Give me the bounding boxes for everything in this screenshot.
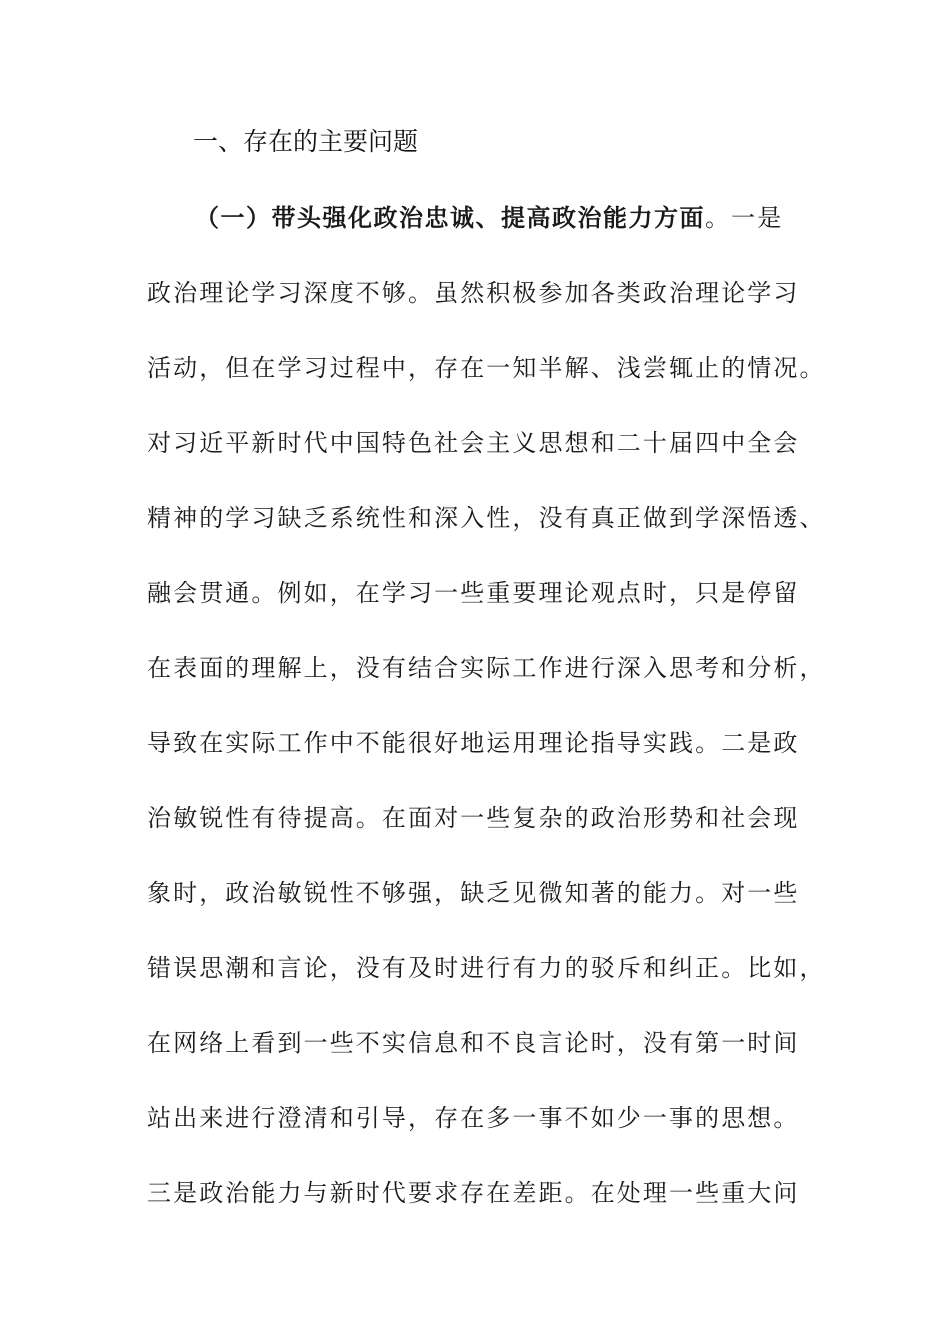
paragraph-first-line xyxy=(195,198,783,238)
text-line: 象时，政治敏锐性不够强，缺乏见微知著的能力。对一些 xyxy=(147,879,800,907)
text-line: 活动，但在学习过程中，存在一知半解、浅尝辄止的情况。 xyxy=(147,354,826,382)
text-line: 政治理论学习深度不够。虽然积极参加各类政治理论学习 xyxy=(147,279,800,307)
text-line: 在表面的理解上，没有结合实际工作进行深入思考和分析， xyxy=(147,654,826,682)
text-line: 站出来进行澄清和引导，存在多一事不如少一事的思想。 xyxy=(147,1104,800,1132)
text-line: 三是政治能力与新时代要求存在差距。在处理一些重大问 xyxy=(147,1179,800,1207)
subsection-title: （一）带头强化政治忠诚、提高政治能力方面 xyxy=(195,204,705,232)
text-line: 对习近平新时代中国特色社会主义思想和二十届四中全会 xyxy=(147,429,800,457)
text-line: 融会贯通。例如，在学习一些重要理论观点时，只是停留 xyxy=(147,579,800,607)
text-line: 在网络上看到一些不实信息和不良言论时，没有第一时间 xyxy=(147,1029,800,1057)
section-heading: 一、存在的主要问题 xyxy=(193,127,419,156)
text-line: 错误思潮和言论，没有及时进行有力的驳斥和纠正。比如， xyxy=(147,954,826,982)
text-line: 精神的学习缺乏系统性和深入性，没有真正做到学深悟透、 xyxy=(147,504,826,532)
text-line: 导致在实际工作中不能很好地运用理论指导实践。二是政 xyxy=(147,729,800,757)
text-line: 治敏锐性有待提高。在面对一些复杂的政治形势和社会现 xyxy=(147,804,800,832)
lead-in-text: 。一是 xyxy=(705,204,784,232)
